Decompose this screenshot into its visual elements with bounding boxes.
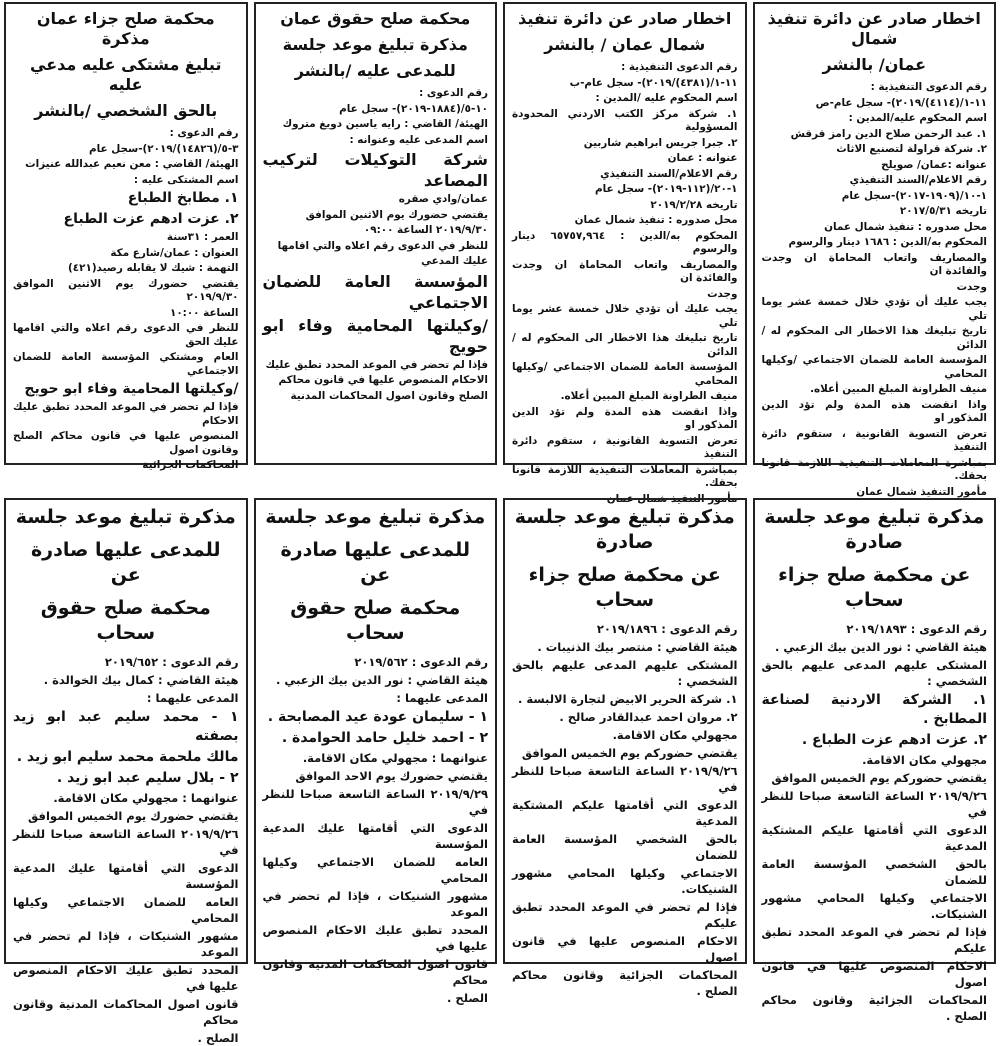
notice-text-line: والمصاريف واتعاب المحاماة ان وجدت والفائدة ان: [512, 258, 738, 284]
notice-text-line: منيف الطراونة المبلغ المبين أعلاه.: [560, 390, 738, 402]
notice-text-line: ١. شركة مركز الكتب الاردني المحدودة المسؤولية: [512, 107, 738, 133]
notice-text-line: ١-١٠/(١٩٠٩-٢٠١٧)-سجل عام: [841, 189, 987, 202]
notice-text-line: مجهولي مكان الاقامة.: [612, 728, 738, 742]
notice-text-line: قانون اصول المحاكمات المدنية وقانون محاكم: [262, 957, 488, 987]
notice-title-line: مذكرة تبليغ موعد جلسة: [265, 506, 486, 528]
notice-text-line: المدعى عليهما :: [396, 691, 488, 705]
notice-text-line: ١٠-٥/(١٨٨٤-٢٠١٩)- سجل عام: [339, 102, 488, 115]
notice-text-line: تعرض التسوية القانونية ، ستقوم دائرة التنفيذ: [512, 434, 738, 460]
notice-text-line: الدعوى التي أقامتها عليكم المشتكية المدعية: [512, 798, 738, 828]
notice-text-line: هيئة القاضي : منتصر بيك الذنيبات .: [537, 640, 738, 654]
notice-text-line: ١١-١/(٤٣٨١)/٢٠١٩)- سجل عام-ب: [569, 76, 738, 89]
notice-text-line: يجب عليك أن تؤدي خلال خمسة عشر يوما تلي: [512, 303, 738, 329]
notice-text-line: المحدد تطبق عليك الاحكام المنصوص عليها في: [262, 923, 488, 953]
notice-text-line: المحاكمات الجزائية وقانون محاكم الصلح .: [761, 993, 987, 1023]
notice-text-line: المحاكمات الجزائية: [142, 459, 239, 471]
notice-text-line: عليك المدعي: [421, 255, 488, 267]
notice-text-line: ٢٠١٩/٩/٢٦ الساعة التاسعة صباحا للنظر في: [512, 764, 738, 794]
notice-text-line: ٢. مروان احمد عبدالقادر صالح .: [559, 710, 738, 724]
notice-text-line: عنوانه :عمان/ صويلح: [881, 158, 987, 171]
notice-text-line: ١١-١/(٤١١٤)/٢٠١٩)- سجل عام-ص: [815, 96, 987, 109]
notice-text-line: فإذا لم تحضر في الموعد المحدد تطبق عليكم: [512, 900, 738, 930]
notice-text-line: تاريخ تبليغك هذا الاخطار الى المحكوم له / الدائن: [761, 325, 987, 351]
notice-title-line: بالحق الشخصي /بالنشر: [34, 101, 218, 120]
notice-text-line: ٢ - احمد خليل حامد الحوامدة .: [281, 730, 488, 746]
notice-text-line: المنصوص عليها في قانون محاكم الصلح وقانون اصول: [13, 430, 239, 456]
notice-title-line: عن محكمة صلح جزاء سحاب: [528, 564, 721, 611]
notice-title-line: عمان/ بالنشر: [822, 55, 927, 74]
notice-text-line: الدعوى التي أقامتها عليك المدعية المؤسسة: [13, 861, 239, 891]
notice-text-line: الدعوى التي أقامتها عليك المدعية المؤسسة: [262, 821, 488, 851]
notice-title-line: عن محكمة صلح جزاء سحاب: [778, 564, 971, 611]
notice-text-line: المؤسسة العامة للضمان الاجتماعي: [262, 271, 488, 312]
notice-title-line: للمدعى عليها صادرة عن: [280, 539, 471, 586]
notice-text-line: العمر : ٣١سنة: [166, 231, 239, 243]
notice-text-line: ٢. جبرا جريس ابراهيم شاربين: [583, 136, 738, 149]
notice-text-line: يقتضي حضوركم يوم الخميس الموافق: [521, 746, 738, 760]
notice-text-line: ٢ - بلال سليم عبد ابو زيد .: [56, 770, 239, 786]
notice-text-line: يقتضي حضورك يوم الخميس الموافق: [28, 809, 239, 823]
notice-text-line: هيئة القاضي : نور الدين بيك الزعبي .: [775, 640, 987, 654]
notice-text-line: رقم الدعوى التنفيذية :: [870, 81, 987, 93]
notice-text-line: رقم الدعوى : ٢٠١٩/٦٥٢: [104, 655, 239, 669]
notice-text-line: المحكوم به/الدين : ٦٥٧٥٧,٩٦٤ دينار والرسوم: [512, 229, 738, 255]
notice-text-line: هيئة القاضي : نور الدين بيك الزعبي .: [276, 673, 488, 687]
notice-text-line: رقم الدعوى : ٢٠١٩/١٨٩٣: [846, 622, 987, 636]
notice-title-line: مذكرة تبليغ موعد جلسة: [15, 506, 236, 528]
notice-text-line: رقم الدعوى : ٢٠١٩/٥٦٢: [354, 655, 488, 669]
notice-text-line: عمان/وادي صقره: [398, 193, 488, 205]
notice-title-line: مذكرة تبليغ موعد جلسة صادرة: [764, 506, 985, 553]
notice-text-line: العام ومشتكي المؤسسة العامة للضمان الاجتماعي: [13, 351, 239, 377]
notice-text-line: /وكيلتها المحامية وفاء ابو حويج: [24, 381, 239, 397]
notice-text-line: بالحق الشخصي المؤسسة العامة للضمان: [512, 832, 738, 862]
notice-text-line: والمصاريف واتعاب المحاماة ان وجدت والفائدة ان: [761, 251, 987, 277]
notice-text-line: الهيئة/ القاضي : رايه ياسين دويغ متروك: [282, 118, 488, 130]
notice-text-line: للنظر في الدعوى رقم اعلاه والتي اقامها: [277, 239, 488, 252]
notice: [254, 498, 498, 1005]
notice-text-line: ١ - محمد سليم عبد ابو زيد بصفته: [13, 709, 239, 744]
notice-text-line: المؤسسة العامة للضمان الاجتماعي /وكيلها المحامي: [512, 361, 738, 387]
notice-text-line: الساعة ١٠:٠٠: [170, 306, 239, 319]
notice-text-line: محل صدوره : تنفيذ شمال عمان: [574, 214, 738, 226]
notice-text-line: وجدت: [707, 287, 738, 300]
notice-text-line: مأمور التنفيذ شمال عمان: [606, 492, 738, 505]
notice-text-line: المشتكى عليهم المدعى عليهم بالحق الشخصي :: [761, 658, 987, 688]
notice-text-line: ٢. عزت ادهم عزت الطباع .: [801, 732, 987, 748]
notice-text-line: الاحكام المنصوص عليها في قانون اصول: [512, 934, 738, 964]
notice-text-line: عنوانه : عمان: [667, 152, 738, 164]
notice-text-line: للنظر في الدعوى رقم اعلاه والتي اقامها عليك الحق: [13, 322, 239, 348]
notice-text-line: المحكوم به/الدين : ١٦٨٦ دينار والرسوم: [788, 236, 987, 248]
notice-text-line: العامه للضمان الاجتماعي وكيلها المحامي: [13, 895, 239, 925]
notice-text-line: هيئة القاضي : كمال بيك الخوالدة .: [43, 673, 239, 687]
notice-text-line: فإذا لم تحضر في الموعد المحدد تطبق عليك: [265, 358, 488, 371]
notice-text-line: تاريخه ٢٠١٧/٥/٣١: [899, 205, 987, 217]
notice: [753, 2, 997, 498]
notice-text-line: اسم المشتكى عليه :: [133, 173, 239, 186]
notice-title-line: محكمة صلح جزاء عمان مذكرة: [36, 9, 215, 48]
notice-title-line: تبليغ مشتكى عليه مدعي عليه: [30, 55, 222, 94]
notice-text-line: فإذا لم تحضر في الموعد المحدد تطبق عليك الاحكام: [13, 401, 239, 427]
notice-text-line: ١. عبد الرحمن صلاح الدين رامز قرقش: [790, 127, 987, 140]
notice-text-line: الصلح وقانون اصول المحاكمات المدنية: [290, 389, 488, 402]
notice-text-line: ٢. عزت ادهم عزت الطباع: [63, 211, 239, 227]
notice-text-line: قانون اصول المحاكمات المدنية وقانون محاكم: [13, 997, 239, 1027]
notice-text-line: بالحق الشخصي المؤسسة العامة للضمان: [761, 857, 987, 887]
notice-text-line: رقم الاعلام/السند التنفيذي: [600, 167, 738, 180]
notice-text-line: مشهور الشنيكات ، فإذا لم تحضر في الموعد: [262, 889, 488, 919]
notice-text-line: بمباشرة المعاملات التنفيذية اللازمة قانونا بحقك.: [512, 463, 738, 489]
notice-text-line: الدعوى التي أقامتها عليكم المشتكية المدعية: [761, 823, 987, 853]
notice-text-line: ٢٠١٩/٩/٣٠ الساعة ٠٩:٠٠: [363, 224, 488, 236]
notice-text-line: رقم الدعوى : ٢٠١٩/١٨٩٦: [596, 622, 738, 636]
notice-text-line: الاجتماعي وكيلها المحامي مشهور الشنيكات.: [761, 891, 987, 921]
notice-text-line: ٢. شركة قراولة لتصنيع الاثاث: [836, 143, 987, 155]
notice-text-line: فإذا لم تحضر في الموعد المحدد تطبق عليكم: [761, 925, 987, 955]
notice-text-line: مالك ملحمة محمد سليم ابو زيد .: [16, 749, 239, 765]
notice-text-line: الهيئة/ القاضي : معن نعيم عبدالله عنيزات: [25, 158, 239, 170]
notice: [254, 2, 498, 465]
notice-text-line: عنوانهما : مجهولي مكان الاقامة.: [53, 791, 239, 805]
notice-text-line: المشتكى عليهم المدعى عليهم بالحق الشخصي :: [512, 658, 738, 688]
notice-text-line: يقتضي حضورك يوم الاثنين الموافق ٢٠١٩/٩/٣٠: [13, 277, 239, 303]
notice-text-line: رقم الدعوى التنفيذية :: [621, 61, 738, 73]
notice-text-line: ١. مطابخ الطباع: [127, 190, 239, 206]
notice-text-line: العنوان : عمان/شارع مكة: [110, 246, 239, 259]
notice-text-line: تعرض التسوية القانونية ، ستقوم دائرة التنفيذ: [761, 427, 987, 453]
notice: [503, 498, 747, 998]
notice-title-line: للمدعى عليه /بالنشر: [294, 61, 456, 80]
notice-text-line: الصلح .: [197, 1031, 239, 1045]
notice-title-line: محكمة صلح حقوق سحاب: [290, 597, 461, 644]
notice-title-line: اخطار صادر عن دائرة تنفيذ شمال: [767, 9, 981, 48]
notice-text-line: /وكيلتها المحامية وفاء ابو حويج: [262, 315, 488, 356]
notice-text-line: العامه للضمان الاجتماعي وكيلها المحامي: [262, 855, 488, 885]
notice-title-line: اخطار صادر عن دائرة تنفيذ: [518, 9, 732, 28]
notice-title-line: محكمة صلح حقوق سحاب: [40, 597, 211, 644]
notice-text-line: شركة التوكيلات لتركيب المصاعد: [262, 150, 488, 190]
notice-text-line: رقم الدعوى :: [169, 127, 239, 139]
notice: [753, 498, 997, 1023]
notice-text-line: المحدد تطبق عليك الاحكام المنصوص عليها في: [13, 963, 239, 993]
notice-text-line: اسم المحكوم عليه /المدين :: [595, 92, 738, 104]
notice-text-line: تاريخ تبليغك هذا الاخطار الى المحكوم له / الدائن: [512, 332, 738, 358]
notice-text-line: محل صدوره : تنفيذ شمال عمان: [824, 220, 987, 233]
notice-title-line: مذكرة تبليغ موعد جلسة: [282, 35, 468, 54]
notice-text-line: مجهولي مكان الاقامة.: [862, 753, 987, 767]
notices-grid: [4, 2, 996, 1045]
notice-text-line: ٢٠١٩/٩/٢٦ الساعة التاسعة صباحا للنظر في: [13, 827, 239, 857]
notice-text-line: مشهور الشنيكات ، فإذا لم تحضر في الموعد: [13, 929, 239, 959]
notice: [503, 2, 747, 505]
notice-title-line: للمدعى عليها صادرة عن: [30, 539, 221, 586]
notice-text-line: ٣-٥/(١٤٨٢٦)/٢٠١٩)-سجل عام: [89, 142, 239, 155]
notice-text-line: بمباشرة المعاملات التنفيذية اللازمة قانونا بحقك.: [761, 456, 987, 482]
notice-text-line: المحاكمات الجزائية وقانون محاكم الصلح .: [512, 968, 738, 998]
notice-text-line: يقتضي حضورك يوم الاثنين الموافق: [305, 208, 488, 221]
notice-text-line: المؤسسة العامة للضمان الاجتماعي /وكيلها المحامي: [761, 354, 987, 380]
notice-title-line: شمال عمان / بالنشر: [544, 35, 706, 54]
notice: [4, 498, 248, 1045]
notice-text-line: الصلح .: [447, 991, 488, 1005]
notice-text-line: واذا انقضت هذه المدة ولم تؤد الدين المذكور او: [761, 398, 987, 424]
notice-title-line: مذكرة تبليغ موعد جلسة صادرة: [514, 506, 735, 553]
notice-text-line: يقتضي حضورك يوم الاحد الموافق: [295, 769, 488, 783]
notice-text-line: ١. الشركة الاردنية لصناعة المطابخ .: [761, 692, 987, 727]
notice-text-line: الاحكام المنصوص عليها في قانون محاكم: [278, 374, 488, 386]
notice-text-line: ١ - سليمان عودة عيد المصابحة .: [267, 709, 488, 725]
notice-text-line: ٢٠١٩/٩/٢٦ الساعة التاسعة صباحا للنظر في: [761, 789, 987, 819]
notice-text-line: التهمة : شيك لا يقابله رصيد(٤٢١): [68, 262, 239, 274]
notice-text-line: عنوانهما : مجهولي مكان الاقامة.: [302, 751, 488, 765]
notice-text-line: المدعى عليهما :: [146, 691, 239, 705]
notice-text-line: ١-٢٠/(١١٢-٢٠١٩)- سجل عام: [594, 183, 738, 195]
notice-text-line: رقم الاعلام/السند التنفيذي: [849, 174, 987, 186]
notice-text-line: ١. شركة الحرير الابيض لتجارة الالبسة .: [517, 692, 738, 706]
notice-text-line: اسم المدعى عليه وعنوانه :: [349, 133, 488, 146]
notice-text-line: وجدت: [956, 280, 987, 293]
notice: [4, 2, 248, 471]
notice-text-line: تاريخه ٢٠١٩/٢/٢٨: [650, 198, 738, 211]
notice-text-line: ٢٠١٩/٩/٢٩ الساعة التاسعة صباحا للنظر في: [262, 787, 488, 817]
notice-text-line: يجب عليك أن تؤدي خلال خمسة عشر يوما تلي: [761, 296, 987, 322]
notice-text-line: الاحكام المنصوص عليها في قانون اصول: [761, 959, 987, 989]
notice-text-line: منيف الطراونة المبلغ المبين أعلاه.: [810, 383, 987, 395]
notice-text-line: مأمور التنفيذ شمال عمان: [856, 485, 987, 498]
notice-text-line: واذا انقضت هذه المدة ولم تؤد الدين المذكور او: [512, 405, 738, 431]
notice-text-line: يقتضي حضوركم يوم الخميس الموافق: [771, 771, 987, 785]
notice-text-line: الاجتماعي وكيلها المحامي مشهور الشنيكات.: [512, 866, 738, 896]
notice-text-line: اسم المحكوم عليه/المدين :: [848, 112, 987, 124]
notice-title-line: محكمة صلح حقوق عمان: [280, 9, 471, 28]
notice-text-line: رقم الدعوى :: [419, 87, 488, 99]
